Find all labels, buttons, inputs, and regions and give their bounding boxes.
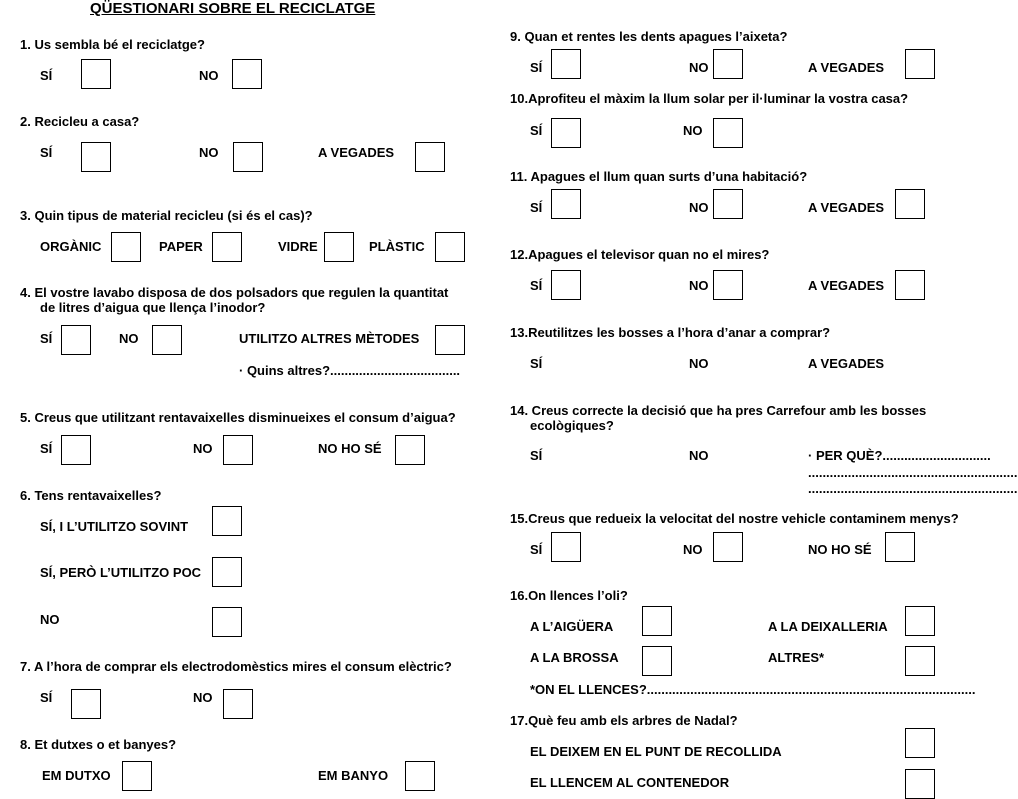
q14-option-no-label[interactable]: NO [689,448,709,463]
q16-altres-checkbox[interactable] [905,646,935,676]
q10-option-no-label: NO [683,123,703,138]
q14-answer-line-1[interactable]: .......................................................... [808,465,1018,480]
q16-aiguera-checkbox[interactable] [642,606,672,636]
q4-altres-checkbox[interactable] [435,325,465,355]
q10-option-si-label: SÍ [530,123,543,138]
q9-option-avegades-label: A VEGADES [808,60,885,75]
q1-no-checkbox[interactable] [232,59,262,89]
q7-option-si-label: SÍ [40,690,53,705]
q15-option-no-label: NO [683,542,703,557]
q6-poc-checkbox[interactable] [212,557,242,587]
q1-option-si-label: SÍ [40,68,53,83]
q4-option-altres-label: UTILITZO ALTRES MÈTODES [239,331,420,346]
q4-option-si-label: SÍ [40,331,53,346]
q5-option-no-label: NO [193,441,213,456]
question-14-line-2: ecològiques? [530,418,614,433]
q12-no-checkbox[interactable] [713,270,743,300]
question-4-line-1: 4. El vostre lavabo disposa de dos polsadors que regulen la quantitat [20,285,449,300]
q15-si-checkbox[interactable] [551,532,581,562]
question-12: 12.Apagues el televisor quan no el mires? [510,247,770,262]
q10-no-checkbox[interactable] [713,118,743,148]
question-14-line-1: 14. Creus correcte la decisió que ha pres Carrefour amb les bosses [510,403,927,418]
q11-option-si-label: SÍ [530,200,543,215]
q11-no-checkbox[interactable] [713,189,743,219]
q3-option-vidre-label: VIDRE [278,239,318,254]
q5-option-si-label: SÍ [40,441,53,456]
q2-option-avegades-label: A VEGADES [318,145,395,160]
question-2: 2. Recicleu a casa? [20,114,140,129]
q3-vidre-checkbox[interactable] [324,232,354,262]
q12-option-avegades-label: A VEGADES [808,278,885,293]
q16-brossa-checkbox[interactable] [642,646,672,676]
q17-contenedor-checkbox[interactable] [905,769,935,799]
q2-no-checkbox[interactable] [233,142,263,172]
question-3: 3. Quin tipus de material recicleu (si és el cas)? [20,208,313,223]
q14-option-si-label[interactable]: SÍ [530,448,543,463]
q12-si-checkbox[interactable] [551,270,581,300]
q5-no-checkbox[interactable] [223,435,253,465]
page-title: QÜESTIONARI SOBRE EL RECICLATGE [90,0,376,17]
q11-option-no-label: NO [689,200,709,215]
q13-option-no-label[interactable]: NO [689,356,709,371]
q5-option-nohose-label: NO HO SÉ [318,441,382,456]
q6-option-no-label: NO [40,612,60,627]
q3-organic-checkbox[interactable] [111,232,141,262]
q3-plastic-checkbox[interactable] [435,232,465,262]
q3-paper-checkbox[interactable] [212,232,242,262]
question-17: 17.Què feu amb els arbres de Nadal? [510,713,738,728]
q2-avegades-checkbox[interactable] [415,142,445,172]
q7-si-checkbox[interactable] [71,689,101,719]
q6-no-checkbox[interactable] [212,607,242,637]
q9-avegades-checkbox[interactable] [905,49,935,79]
q3-option-paper-label: PAPER [159,239,203,254]
q2-option-si-label: SÍ [40,145,53,160]
question-1: 1. Us sembla bé el reciclatge? [20,37,205,52]
q13-option-avegades-label[interactable]: A VEGADES [808,356,885,371]
q10-si-checkbox[interactable] [551,118,581,148]
q16-option-altres-label: ALTRES* [768,650,825,665]
q4-option-no-label: NO [119,331,139,346]
q2-option-no-label: NO [199,145,219,160]
q13-option-si-label[interactable]: SÍ [530,356,543,371]
q15-option-si-label: SÍ [530,542,543,557]
q5-nohose-checkbox[interactable] [395,435,425,465]
q16-other-line[interactable]: *ON EL LLENCES?........................................................................................... [530,682,976,697]
q9-option-no-label: NO [689,60,709,75]
question-11: 11. Apagues el llum quan surts d’una habitació? [510,169,808,184]
q9-no-checkbox[interactable] [713,49,743,79]
q8-dutxo-checkbox[interactable] [122,761,152,791]
q16-option-brossa-label: A LA BROSSA [530,650,619,665]
q1-option-no-label: NO [199,68,219,83]
question-15: 15.Creus que redueix la velocitat del nostre vehicle contaminem menys? [510,511,959,526]
q4-si-checkbox[interactable] [61,325,91,355]
q17-recollida-checkbox[interactable] [905,728,935,758]
q12-option-no-label: NO [689,278,709,293]
question-16: 16.On llences l’oli? [510,588,628,603]
q12-option-si-label: SÍ [530,278,543,293]
q11-avegades-checkbox[interactable] [895,189,925,219]
q8-option-dutxo-label: EM DUTXO [42,768,111,783]
q1-si-checkbox[interactable] [81,59,111,89]
q7-no-checkbox[interactable] [223,689,253,719]
q9-si-checkbox[interactable] [551,49,581,79]
q14-answer-line-2[interactable]: .......................................................... [808,481,1018,496]
q3-option-plastic-label: PLÀSTIC [369,239,425,254]
question-4-line-2: de litres d’aigua que llença l’inodor? [40,300,266,315]
q6-option-sovint-label: SÍ, I L’UTILITZO SOVINT [40,519,189,534]
q7-option-no-label: NO [193,690,213,705]
q3-option-organic-label: ORGÀNIC [40,239,102,254]
q5-si-checkbox[interactable] [61,435,91,465]
q14-per-que-line[interactable]: · PER QUÈ?.............................. [808,448,991,463]
q16-option-aiguera-label: A L’AIGÜERA [530,619,614,634]
q15-nohose-checkbox[interactable] [885,532,915,562]
q16-option-deixalleria-label: A LA DEIXALLERIA [768,619,888,634]
question-5: 5. Creus que utilitzant rentavaixelles disminueixes el consum d’aigua? [20,410,456,425]
q11-option-avegades-label: A VEGADES [808,200,885,215]
q4-other-methods-line[interactable]: · Quins altres?.................................... [239,363,461,378]
q2-si-checkbox[interactable] [81,142,111,172]
question-7: 7. A l’hora de comprar els electrodomèstics mires el consum elèctric? [20,659,452,674]
q16-deixalleria-checkbox[interactable] [905,606,935,636]
question-8: 8. Et dutxes o et banyes? [20,737,177,752]
q17-option-contenedor-label: EL LLENCEM AL CONTENEDOR [530,775,730,790]
q15-no-checkbox[interactable] [713,532,743,562]
q4-no-checkbox[interactable] [152,325,182,355]
q6-option-poc-label: SÍ, PERÒ L’UTILITZO POC [40,565,202,580]
q12-avegades-checkbox[interactable] [895,270,925,300]
q8-option-banyo-label: EM BANYO [318,768,389,783]
q8-banyo-checkbox[interactable] [405,761,435,791]
q9-option-si-label: SÍ [530,60,543,75]
question-13: 13.Reutilitzes les bosses a l’hora d’anar a comprar? [510,325,831,340]
question-6: 6. Tens rentavaixelles? [20,488,162,503]
q15-option-nohose-label: NO HO SÉ [808,542,872,557]
q6-sovint-checkbox[interactable] [212,506,242,536]
q17-option-recollida-label: EL DEIXEM EN EL PUNT DE RECOLLIDA [530,744,782,759]
q11-si-checkbox[interactable] [551,189,581,219]
question-9: 9. Quan et rentes les dents apagues l’aixeta? [510,29,788,44]
question-10: 10.Aprofiteu el màxim la llum solar per il·luminar la vostra casa? [510,91,909,106]
